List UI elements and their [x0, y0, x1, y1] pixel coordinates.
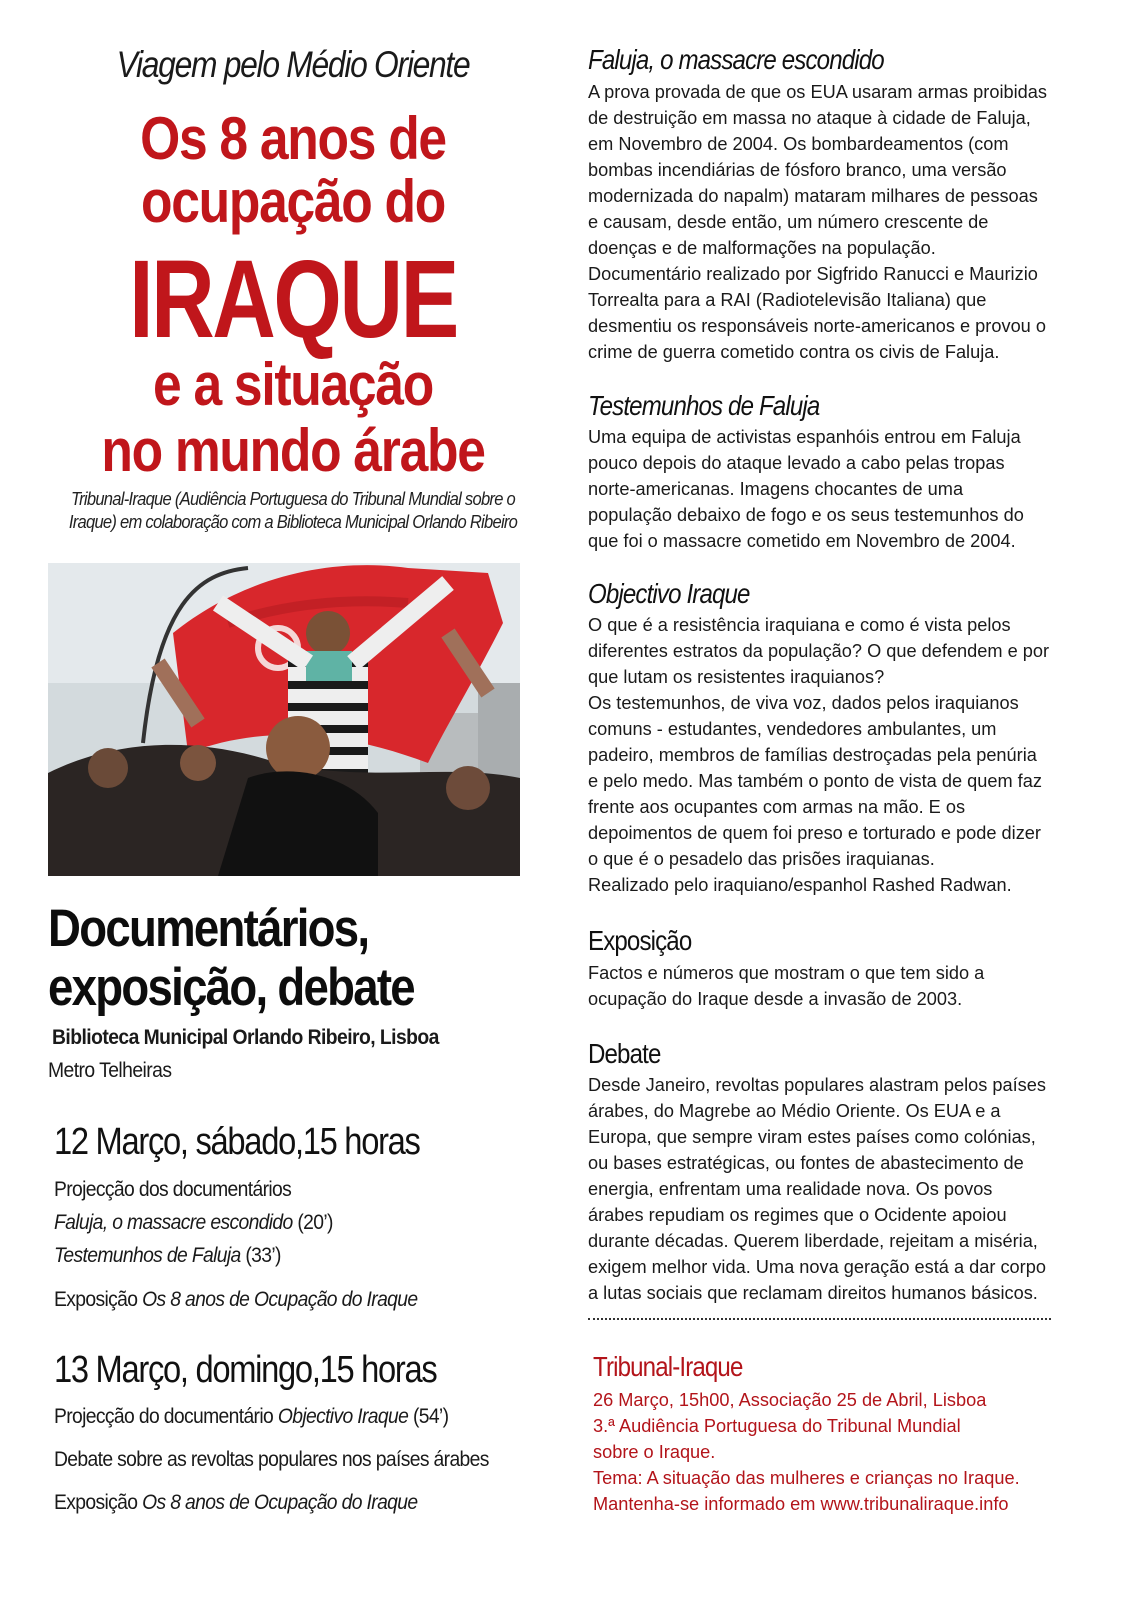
text-line: Torrealta para a RAI (Radiotelevisão Italiana) que	[588, 290, 987, 310]
day1-film1-title: Faluja, o massacre escondido	[54, 1211, 293, 1234]
text-line: comuns - estudantes, vendedores ambulantes, um	[588, 719, 997, 739]
text-line: pouco depois do ataque levado a cabo pelas tropas	[588, 453, 1005, 473]
text-line: de destruição em massa no ataque à cidade de Faluja,	[588, 108, 1031, 128]
text-line: ocupação do Iraque desde a invasão de 2003.	[588, 989, 963, 1009]
text-line: 3.ª Audiência Portuguesa do Tribunal Mundial	[593, 1416, 961, 1436]
text-line: modernizada do napalm) mataram milhares de pessoas	[588, 186, 1038, 206]
text-line: crime de guerra cometido contra os civis de Faluja.	[588, 342, 1000, 362]
text-line: ou bases estratégicas, ou fontes de abastecimento de	[588, 1153, 1024, 1173]
text-line: Realizado pelo iraquiano/espanhol Rashed Radwan.	[588, 875, 1012, 895]
text-line: bombas incendiárias de fósforo branco, uma versão	[588, 160, 1007, 180]
event-title-line-1: Documentários,	[48, 899, 369, 958]
text-line: Documentário realizado por Sigfrido Ranucci e Maurizio	[588, 264, 1038, 284]
dotted-divider	[588, 1318, 1051, 1320]
objectivo-body	[588, 612, 1058, 898]
tribunal-body	[593, 1387, 1043, 1517]
day1-film2-duration: (33’)	[240, 1244, 281, 1267]
text-line: e causam, desde então, um número crescente de	[588, 212, 989, 232]
text-line: Tema: A situação das mulheres e crianças no Iraque.	[593, 1468, 1020, 1488]
text-line: Europa, que sempre viram estes países como colónias,	[588, 1127, 1036, 1147]
day2-debate: Debate sobre as revoltas populares nos países árabes	[54, 1448, 489, 1471]
day2-film-title: Objectivo Iraque	[277, 1405, 409, 1428]
day1-film2	[54, 1244, 281, 1268]
text-line: diferentes estratos da população? O que defendem e por	[588, 641, 1050, 661]
day1-expo	[54, 1288, 417, 1312]
protest-photo	[48, 563, 520, 876]
metro: Metro Telheiras	[48, 1059, 172, 1082]
text-line: doenças e de malformações na população.	[588, 238, 936, 258]
text-line: que lutam os resistentes iraquianos?	[588, 667, 885, 687]
protest-photo-illustration	[48, 563, 520, 876]
faluja-title: Faluja, o massacre escondido	[588, 44, 884, 75]
exposicao-title: Exposição	[588, 925, 692, 956]
day1-expo-prefix: Exposição	[54, 1288, 143, 1311]
day1-film1	[54, 1211, 333, 1235]
text-line: padeiro, membros de famílias destroçadas pela penúria	[588, 745, 1037, 765]
testemunhos-title: Testemunhos de Faluja	[588, 390, 820, 421]
organizers-line-2: Iraque) em colaboração com a Biblioteca Municipal Orlando Ribeiro	[68, 512, 518, 532]
text-line: em Novembro de 2004. Os bombardeamentos (com	[588, 134, 1009, 154]
day1-film1-duration: (20’)	[292, 1211, 333, 1234]
day2-film	[54, 1405, 448, 1429]
day2-date: 13 Março, domingo,15 horas	[54, 1349, 437, 1391]
day2-film-duration: (54’)	[408, 1405, 449, 1428]
text-line: Mantenha-se informado em www.tribunaliraque.info	[593, 1494, 1009, 1514]
testemunhos-body	[588, 424, 1058, 554]
text-line: a lutas sociais que reclamam direitos humanos básicos.	[588, 1283, 1038, 1303]
text-line: depoimentos de quem foi preso e torturado e pode dizer	[588, 823, 1041, 843]
day1-expo-title: Os 8 anos de Ocupação do Iraque	[142, 1288, 418, 1311]
faluja-body	[588, 79, 1058, 365]
text-line: Factos e números que mostram o que tem sido a	[588, 963, 985, 983]
day1-line1: Projecção dos documentários	[54, 1178, 292, 1201]
event-title-line-2: exposição, debate	[48, 958, 414, 1017]
text-line: desmentiu os responsáveis norte-americanos e provou o	[588, 316, 1046, 336]
day1-date: 12 Março, sábado,15 horas	[54, 1121, 420, 1163]
text-line: que foi o massacre cometido em Novembro de 2004.	[588, 531, 1016, 551]
organizers	[68, 488, 519, 534]
headline-line-2: ocupação do	[140, 168, 446, 235]
text-line: durante décadas. Querem liberdade, rejeitam a miséria,	[588, 1231, 1038, 1251]
day2-expo-title: Os 8 anos de Ocupação do Iraque	[142, 1491, 418, 1514]
day1-film2-title: Testemunhos de Faluja	[54, 1244, 241, 1267]
venue: Biblioteca Municipal Orlando Ribeiro, Lisboa	[52, 1026, 439, 1049]
debate-body	[588, 1072, 1058, 1306]
text-line: exigem melhor vida. Uma nova geração está a dar corpo	[588, 1257, 1046, 1277]
text-line: Desde Janeiro, revoltas populares alastram pelos países	[588, 1075, 1046, 1095]
text-line: A prova provada de que os EUA usaram armas proibidas	[588, 82, 1047, 102]
text-line: e pelo medo. Mas também o ponto de vista de quem faz	[588, 771, 1042, 791]
text-line: norte-americanas. Imagens chocantes de uma	[588, 479, 964, 499]
headline-line-1: Os 8 anos de	[140, 105, 446, 172]
text-line: O que é a resistência iraquiana e como é vista pelos	[588, 615, 1011, 635]
text-line: frente aos ocupantes com armas na mão. E os	[588, 797, 966, 817]
headline-iraque: IRAQUE	[129, 238, 457, 361]
kicker: Viagem pelo Médio Oriente	[116, 44, 470, 85]
headline-line-4: e a situação	[153, 351, 433, 418]
text-line: o que é o pesadelo das prisões iraquianas.	[588, 849, 935, 869]
day2-expo	[54, 1491, 417, 1515]
headline-line-5: no mundo árabe	[101, 417, 485, 484]
text-line: 26 Março, 15h00, Associação 25 de Abril, Lisboa	[593, 1390, 987, 1410]
debate-title: Debate	[588, 1038, 661, 1069]
day2-film-prefix: Projecção do documentário	[54, 1405, 278, 1428]
text-line: árabes repudiam os regimes que o Ocidente apoiou	[588, 1205, 1007, 1225]
text-line: árabes, do Magrebe ao Médio Oriente. Os EUA e a	[588, 1101, 1001, 1121]
text-line: Os testemunhos, de viva voz, dados pelos iraquianos	[588, 693, 1019, 713]
exposicao-body	[588, 960, 1058, 1012]
objectivo-title: Objectivo Iraque	[588, 578, 750, 609]
day2-expo-prefix: Exposição	[54, 1491, 143, 1514]
text-line: energia, enfrentam uma realidade nova. Os povos	[588, 1179, 993, 1199]
text-line: sobre o Iraque.	[593, 1442, 716, 1462]
text-line: população debaixo de fogo e os seus testemunhos do	[588, 505, 1024, 525]
tribunal-title: Tribunal-Iraque	[593, 1351, 743, 1382]
organizers-line-1: Tribunal-Iraque (Audiência Portuguesa do Tribunal Mundial sobre o	[70, 489, 516, 509]
text-line: Uma equipa de activistas espanhóis entrou em Faluja	[588, 427, 1021, 447]
